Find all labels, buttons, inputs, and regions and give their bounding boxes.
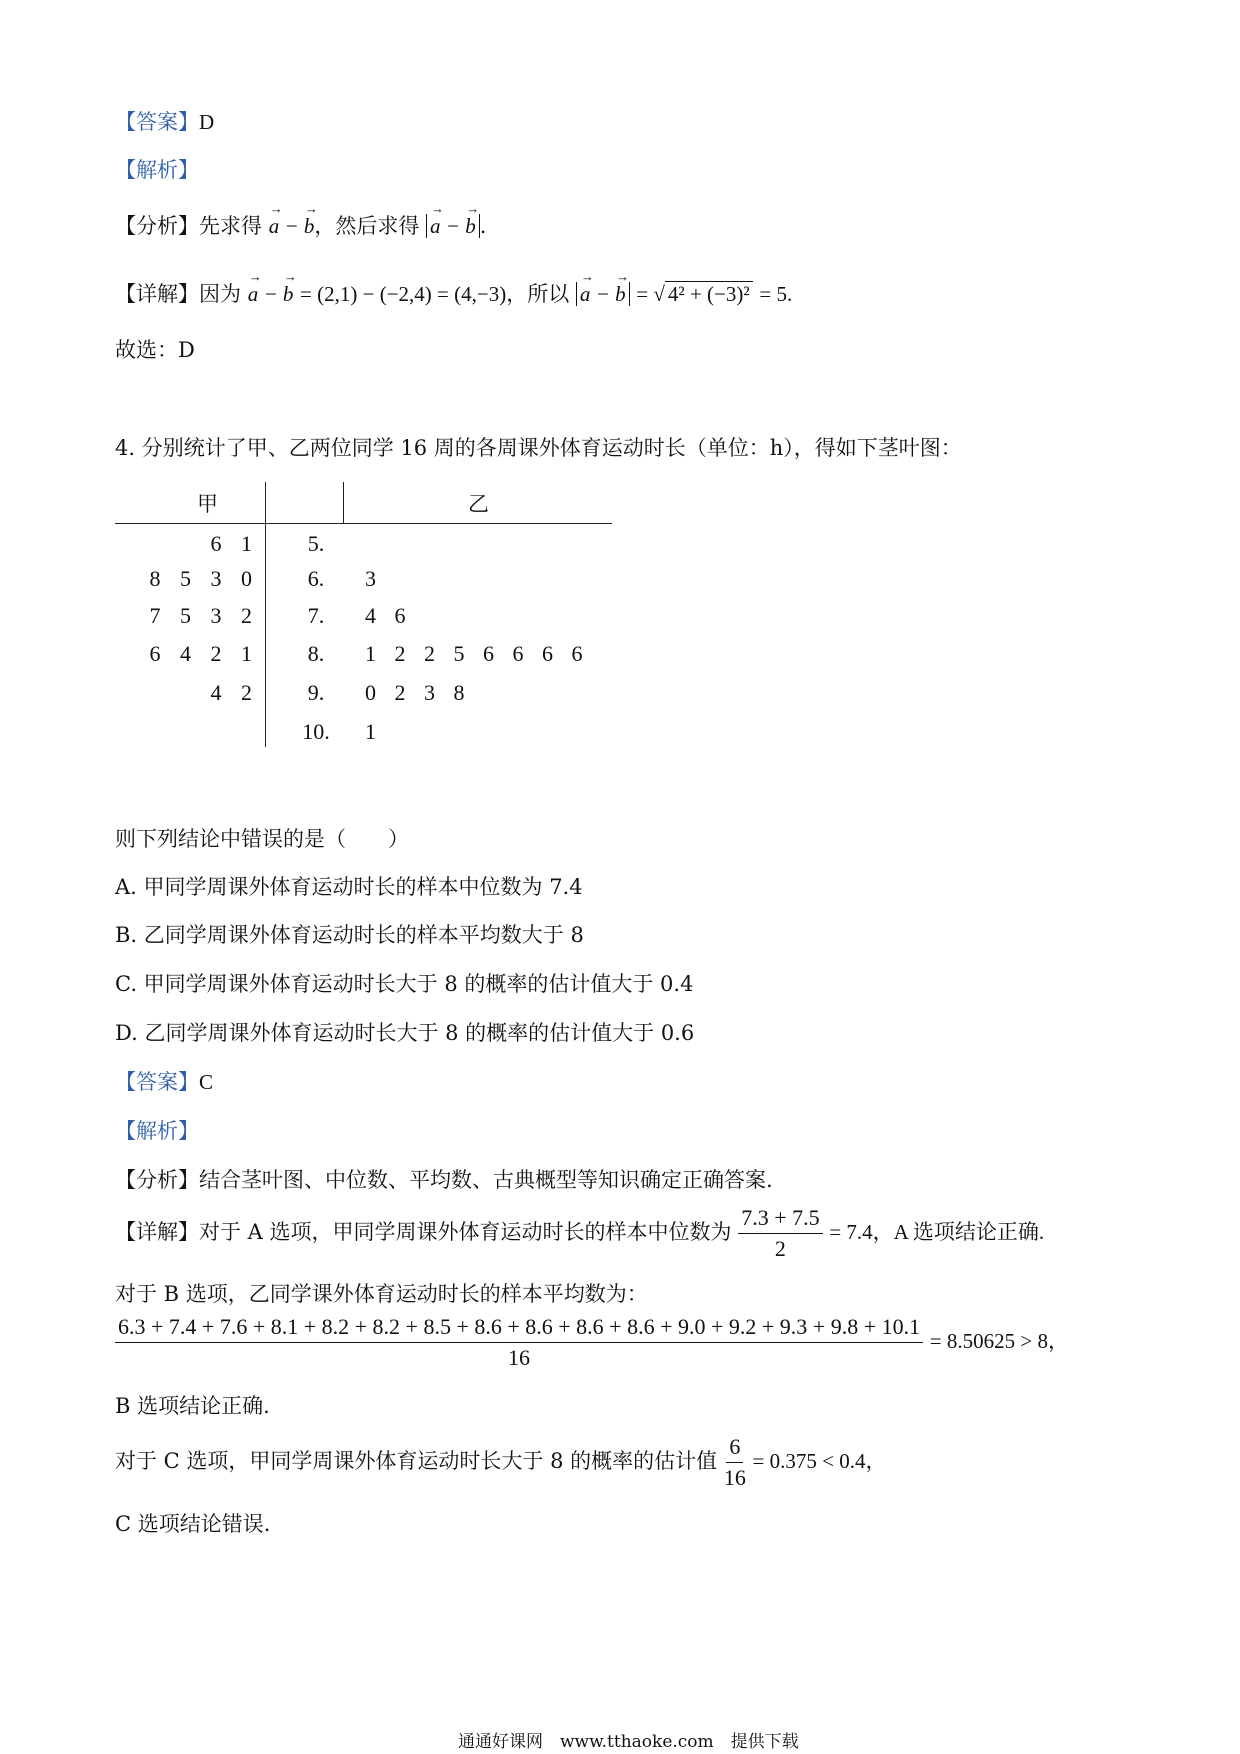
q4-fenxi-line: [115, 1164, 773, 1194]
probability-fraction: [724, 1432, 746, 1493]
stem-row: 6.: [307, 566, 325, 591]
page-footer: 通通好课网 www.tthaoke.com 提供下载: [458, 1732, 799, 1752]
xiangjie-text-b: ，所以: [506, 282, 570, 306]
median-numerator: 7.3 + 7.5: [738, 1203, 822, 1234]
analysis-tag: 【解析】: [115, 1119, 199, 1143]
stem-row: 5.: [307, 531, 325, 556]
fenxi-text: 结合茎叶图、中位数、平均数、古典概型等知识确定正确答案.: [199, 1168, 773, 1192]
option-b: B. 乙同学周课外体育运动时长的样本平均数大于 8: [115, 923, 584, 947]
result: = 5.: [759, 282, 793, 306]
header-left: 甲: [197, 492, 218, 516]
option-a: A. 甲同学周课外体育运动时长的样本中位数为 7.4: [115, 875, 583, 899]
leaf-right-row: 1: [365, 719, 376, 744]
mean-denominator: 16: [508, 1345, 531, 1370]
vector-diff-magnitude: → a − → b: [426, 214, 480, 238]
q3-answer-line: [115, 106, 214, 136]
median-denominator: 2: [774, 1236, 786, 1261]
q4-detail-c-conclusion: C 选项结论错误.: [115, 1512, 271, 1536]
answer-value: C: [199, 1070, 214, 1094]
vector-diff-magnitude: → a − → b: [576, 282, 630, 306]
q3-fenxi-line: 【分析】先求得 → a − → b，然后求得 → a − → b .: [115, 210, 486, 240]
stem-divider-left: [265, 482, 266, 747]
answer-tag: 【答案】: [115, 110, 199, 134]
stem-row: 10.: [302, 719, 330, 744]
mean-fraction: [115, 1312, 923, 1373]
q4-detail-b-formula: [115, 1312, 1069, 1373]
fenxi-tag: 【分析】: [115, 214, 199, 238]
q4-detail-c: [115, 1432, 886, 1493]
stem-row: 7.: [307, 603, 325, 628]
vector-computation: = (2,1) − (−2,4) = (4,−3): [300, 282, 507, 306]
mean-result: = 8.50625 > 8，: [929, 1329, 1069, 1353]
leaf-right-row: 0 2 3 8: [365, 680, 465, 705]
stem-row: 9.: [307, 680, 325, 705]
detail-a-after: = 7.4，A 选项结论正确.: [829, 1220, 1045, 1244]
vector-diff: → a − → b: [248, 282, 294, 306]
header-divider-right: [343, 482, 344, 523]
q4-detail-a: [115, 1203, 1044, 1264]
header-divider: [115, 523, 612, 524]
stem-row: 8.: [307, 641, 325, 666]
answer-value: D: [199, 110, 215, 134]
q4-detail-b-intro: 对于 B 选项，乙同学课外体育运动时长的样本平均数为：: [115, 1282, 648, 1306]
q4-question: 则下列结论中错误的是（ ）: [115, 827, 409, 851]
xiangjie-text-a: 因为: [199, 282, 241, 306]
vector-diff: → a − → b: [269, 214, 315, 238]
q3-final-choice: 故选：D: [115, 338, 195, 362]
xiangjie-tag: 【详解】: [115, 282, 199, 306]
probability-result: = 0.375 < 0.4，: [752, 1449, 887, 1473]
q3-xiangjie-line: 【详解】因为 → a − → b = (2,1) − (−2,4) = (4,−3)，所以 → a − → b = √ 4² + (−3)² = 5.: [115, 278, 792, 308]
leaf-right-row: 4 6: [365, 603, 406, 628]
leaf-left-row: 6 4 2 1: [149, 641, 252, 666]
leaf-left-row: 4 2: [210, 680, 252, 705]
analysis-tag: 【解析】: [115, 158, 199, 182]
leaf-right-row: 1 2 2 5 6 6 6 6: [365, 641, 583, 666]
probability-numerator: 6: [726, 1432, 743, 1463]
sqrt-content: 4² + (−3)²: [665, 281, 753, 306]
option-c: C. 甲同学周课外体育运动时长大于 8 的概率的估计值大于 0.4: [115, 972, 694, 996]
fenxi-text-b: ，然后求得: [314, 214, 420, 238]
leaf-left-row: 6 1: [210, 531, 252, 556]
leaf-right-row: 3: [365, 566, 376, 591]
leaf-left-row: 8 5 3 0: [149, 566, 252, 591]
header-right: 乙: [468, 492, 489, 516]
answer-tag: 【答案】: [115, 1070, 199, 1094]
q4-stem: 4. 分别统计了甲、乙两位同学 16 周的各周课外体育运动时长（单位：h），得如下茎叶图：: [115, 436, 962, 460]
fenxi-text-a: 先求得: [199, 214, 262, 238]
option-d: D. 乙同学周课外体育运动时长大于 8 的概率的估计值大于 0.6: [115, 1021, 695, 1045]
probability-denominator: 16: [723, 1465, 746, 1490]
q4-answer-line: [115, 1066, 213, 1096]
xiangjie-tag: 【详解】: [115, 1220, 199, 1244]
detail-c-text: 对于 C 选项，甲同学周课外体育运动时长大于 8 的概率的估计值: [115, 1449, 718, 1473]
leaf-left-row: 7 5 3 2: [149, 603, 252, 628]
q4-detail-b-conclusion: B 选项结论正确.: [115, 1394, 270, 1418]
fenxi-tag: 【分析】: [115, 1168, 199, 1192]
detail-a-text: 对于 A 选项，甲同学周课外体育运动时长的样本中位数为: [199, 1220, 732, 1244]
mean-numerator: 6.3 + 7.4 + 7.6 + 8.1 + 8.2 + 8.2 + 8.5 + 8.6 + 8.6 + 8.6 + 8.6 + 9.0 + 9.2 + 9.3 + 9.8 + 10.1: [115, 1312, 923, 1343]
median-fraction: [738, 1203, 822, 1264]
